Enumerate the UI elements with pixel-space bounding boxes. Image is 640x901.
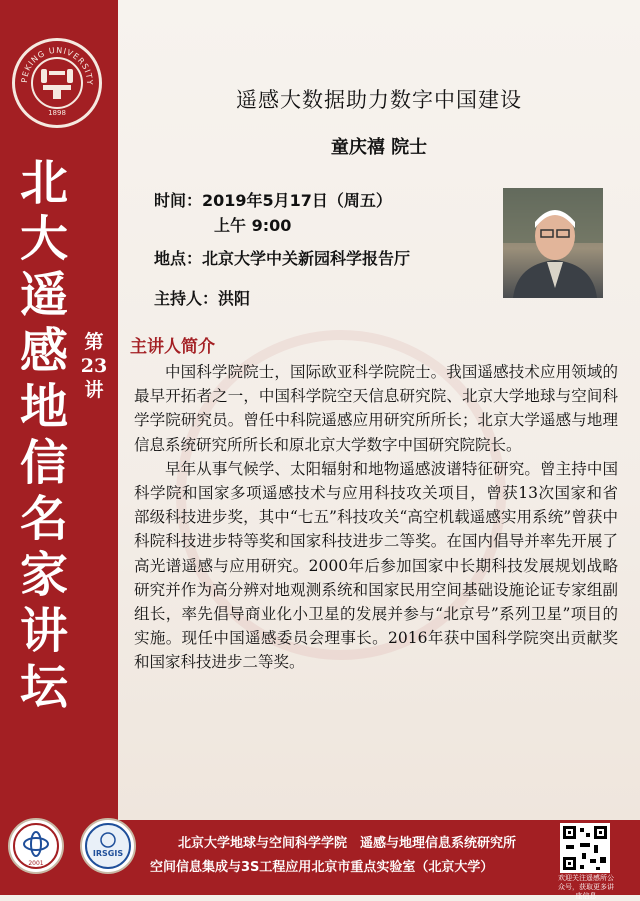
lecture-time: 时间：2019年5月17日（周五） (154, 191, 392, 210)
qr-caption: 欢迎关注遥感所公众号，获取更多讲座信息 (558, 874, 614, 900)
university-logo (12, 38, 102, 128)
lecture-number-suffix: 讲 (84, 379, 104, 401)
bio-paragraph: 早年从事气候学、太阳辐射和地物遥感波谱特征研究。曾主持中国科学院和国家多项遥感技术与应用科技攻关项目，曾获13次国家和省部级科技进步奖，其中“七五”科技攻关“高空机载遥感实用系统”曾获中科院科技进步特等奖和国家科技进步二等奖。在国内倡导并率先开展了高光谱遥感与应用研究。2000年后参加国家中长期科技发展规划战略研究并作为高分辨对地观测系统和国家民用空间基础设施论证专家组副组长，率先倡导商业化小卫星的发展并参与“北京号”系列卫星”项目的实施。现任中国遥感委员会理事长。2016年获中国科学院突出贡献奖和国家科技进步二等奖。 (134, 459, 618, 672)
sidebar-banner (0, 0, 118, 820)
footer-line-2: 空间信息集成与3S工程应用北京市重点实验室（北京大学） (150, 860, 494, 875)
lecture-host: 主持人：洪阳 (154, 289, 251, 308)
series-char: 地 (19, 379, 68, 435)
bio-paragraph: 中国科学院院士，国际欧亚科学院院士。我国遥感技术应用领域的最早开拓者之一，中国科学院空天信息研究院、北京大学地球与空间科学学院研究员。曾任中科院遥感应用研究所所长；北京大学遥感与地理信息系统研究所所长和原北京大学数字中国研究院院长。 (134, 363, 618, 454)
footer-line-1: 北京大学地球与空间科学学院 遥感与地理信息系统研究所 (178, 836, 517, 851)
series-char: 大 (19, 211, 68, 267)
series-char: 讲 (19, 603, 68, 659)
irsgis-logo (80, 818, 136, 874)
series-char: 北 (19, 155, 68, 211)
series-char: 名 (19, 491, 68, 547)
lecture-time-hour: 上午 9:00 (214, 216, 292, 235)
institute-logo (8, 818, 64, 874)
irsgis-logo-text: IRSGIS (92, 849, 124, 858)
series-char: 信 (19, 435, 68, 491)
speaker-bio (134, 360, 618, 675)
series-char: 坛 (19, 659, 68, 715)
lecture-number-value: 23 (80, 355, 108, 377)
lecture-venue: 地点：北京大学中关新园科学报告厅 (154, 249, 411, 268)
series-char: 感 (19, 323, 68, 379)
series-char: 遥 (19, 267, 68, 323)
speaker-name: 童庆禧 院士 (330, 137, 428, 158)
logo-text: PEKING UNIVERSITY (19, 45, 95, 86)
institute-logo-year: 2001 (28, 860, 44, 867)
speaker-photo (503, 188, 603, 298)
svg-text:PEKING UNIVERSITY (20, 46, 94, 86)
lecture-number-prefix: 第 (84, 331, 104, 353)
logo-year: 1898 (48, 109, 66, 117)
lecture-title: 遥感大数据助力数字中国建设 (236, 88, 522, 112)
bio-heading: 主讲人简介 (130, 337, 215, 357)
series-title (14, 155, 74, 715)
qr-code[interactable] (560, 823, 610, 873)
lecture-number (76, 330, 112, 402)
series-char: 家 (19, 547, 68, 603)
